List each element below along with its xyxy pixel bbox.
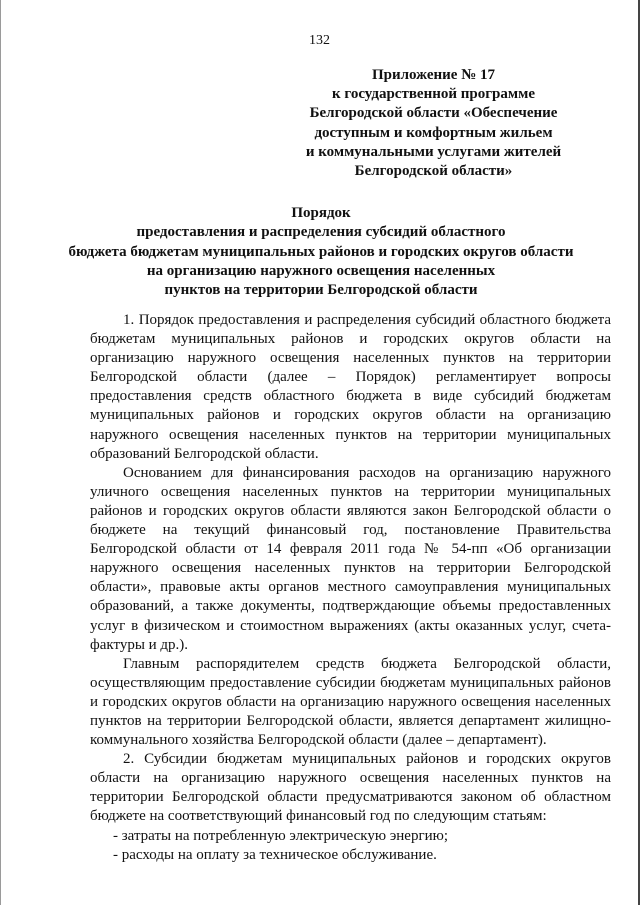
paragraph-2: Основанием для финансирования расходов на организацию наружного уличного освещения населенных пунктов на территории муниципальных районов и городских округов области являются закон Белгородской области о бюджете на текущий финансовый год, постановление Правительства Белгородской области от 14 февраля 2011 года № 54-пп «Об организации наружного освещения населенных пунктов на территории Белгородской области», правовые акты органов местного самоуправления муниципальных образований, а также документы, подтверждающие объемы предоставленных услуг в физическом и стоимостном выражениях (акты оказанных услуг, счета-фактуры и др.). (90, 464, 611, 653)
title-line: Порядок (291, 205, 351, 221)
page-number: 132 (309, 33, 330, 48)
document-title (61, 204, 581, 300)
paragraph-3: Главным распорядителем средств бюджета Белгородской области, осуществляющим предоставление субсидии бюджетам муниципальных районов и городских округов области на организацию наружного освещения населенных пунктов на территории Белгородской области, является департамент жилищно-коммунального хозяйства Белгородской области (далее – департамент). (90, 655, 611, 749)
appendix-line: Белгородской области «Обеспечение (309, 105, 558, 122)
paragraph-4: 2. Субсидии бюджетам муниципальных районов и городских округов области на организацию наружного освещения населенных пунктов на территории Белгородской области предусматриваются законом об областном бюджете на соответствующий финансовый год по следующим статьям: (90, 751, 611, 825)
title-line: предоставления и распределения субсидий областного (136, 224, 506, 241)
appendix-header (301, 66, 566, 181)
paragraph-1: 1. Порядок предоставления и распределения субсидий областного бюджета бюджетам муниципальных районов и городских округов области на организацию наружного освещения населенных пунктов на территории Белгородской области (далее – Порядок) регламентирует вопросы предоставления средств областного бюджета в виде субсидий бюджетам муниципальных районов и городских округов области на организацию наружного освещения населенных пунктов на территории муниципальных образований Белгородской области. (90, 312, 611, 462)
appendix-line: к государственной программе (332, 86, 535, 103)
title-line: бюджета бюджетам муниципальных районов и городских округов области (68, 243, 574, 260)
list-item-1: - затраты на потребленную электрическую энергию; (113, 827, 449, 844)
list-item-2: - расходы на оплату за техническое обслуживание. (113, 846, 437, 863)
appendix-line: и коммунальными услугами жителей (305, 143, 562, 160)
appendix-line: Белгородской области» (354, 163, 513, 180)
title-line: пунктов на территории Белгородской области (164, 282, 478, 299)
appendix-line: Приложение № 17 (371, 67, 496, 83)
appendix-line: доступным и комфортным жильем (314, 124, 553, 141)
document-body (90, 311, 611, 865)
title-line: на организацию наружного освещения населенных (146, 262, 496, 279)
